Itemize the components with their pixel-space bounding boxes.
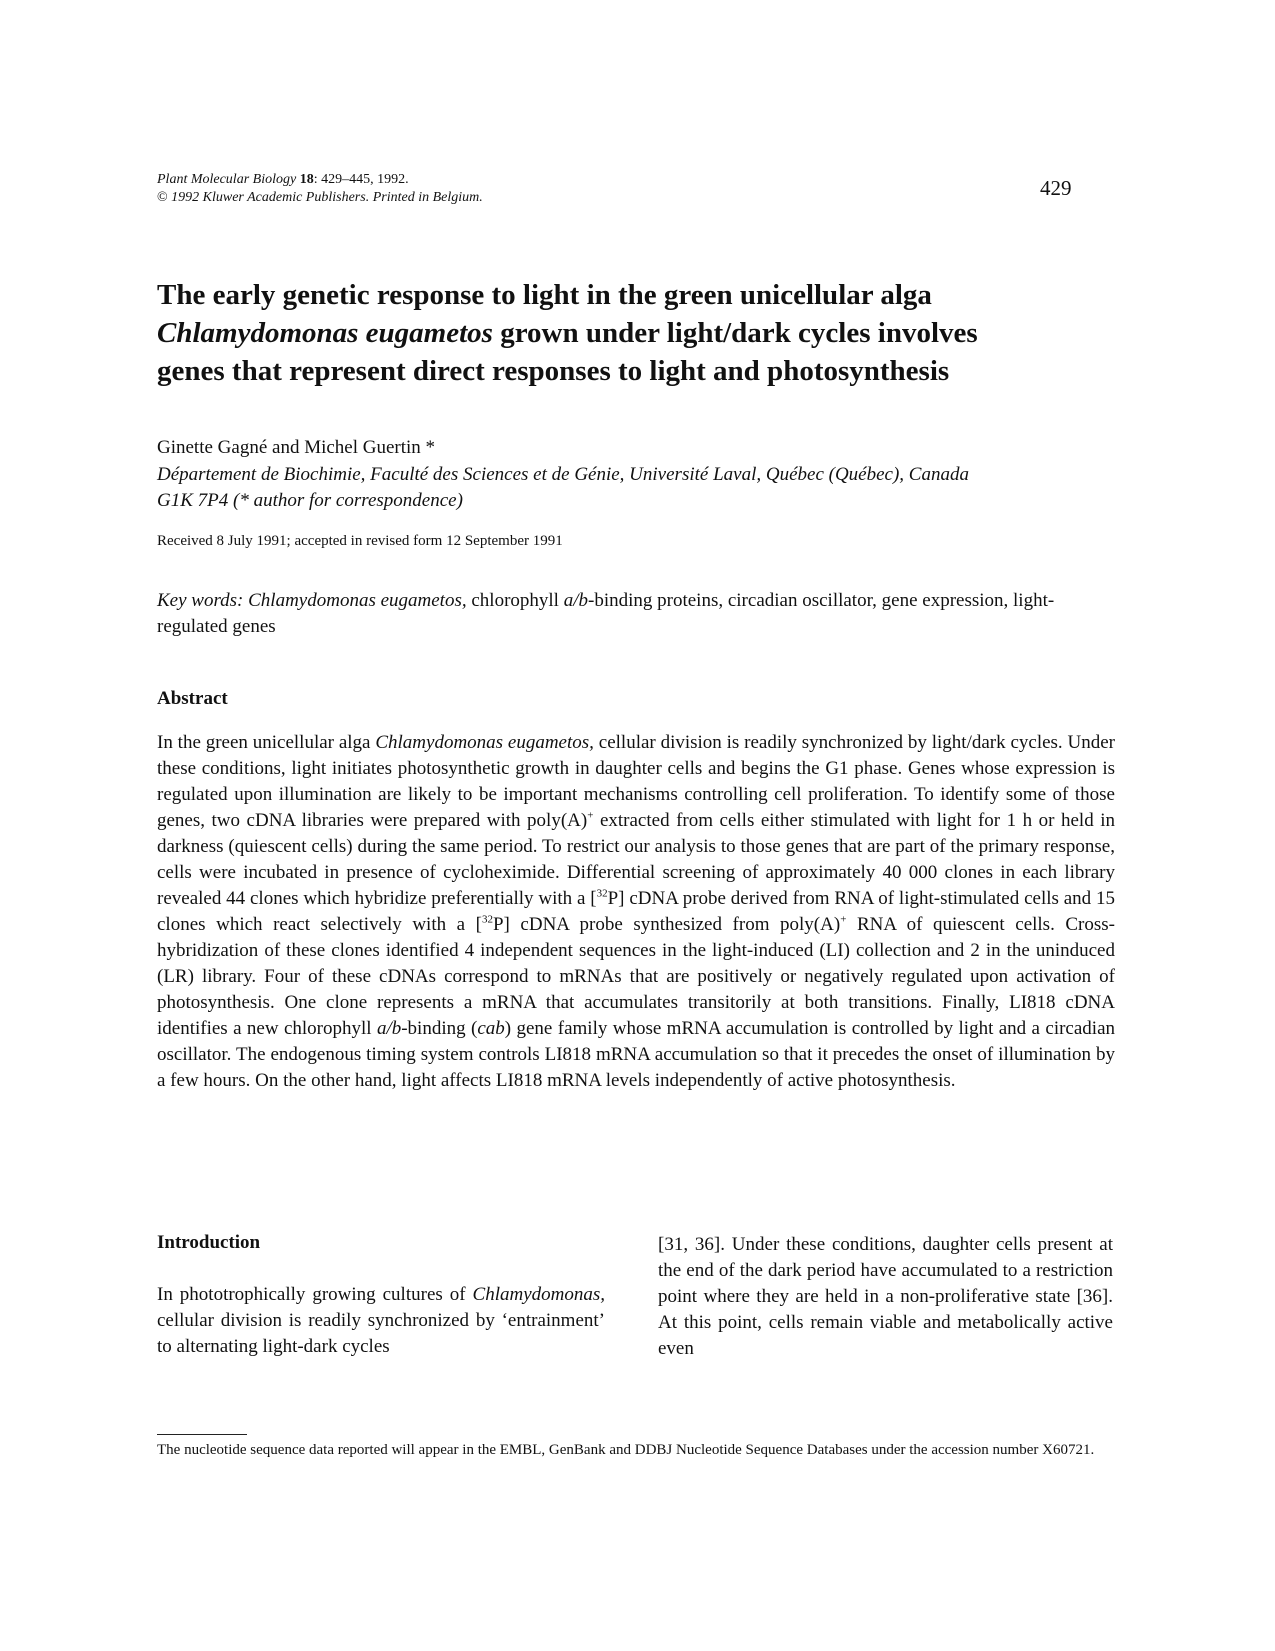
- authors: Ginette Gagné and Michel Guertin *: [157, 437, 436, 458]
- title-line-1: The early genetic response to light in the green unicellular alga: [157, 279, 932, 311]
- intro-text: In phototrophically growing cultures of: [157, 1284, 473, 1305]
- journal-volume: 18: [299, 172, 314, 187]
- journal-citation: [157, 171, 483, 207]
- title-line-2: [157, 314, 1137, 352]
- title-line-3: genes that represent direct responses to light and photosynthesis: [157, 355, 950, 387]
- abstract-species: Chlamydomonas eugametos,: [375, 732, 594, 753]
- journal-pages-year: : 429–445, 1992.: [313, 172, 409, 187]
- abstract-body: [157, 730, 1115, 1094]
- title-species: Chlamydomonas eugametos: [157, 317, 493, 349]
- keywords-label: Key words:: [157, 590, 244, 611]
- page-number: 429: [1040, 176, 1072, 200]
- keywords-ab: a/b: [563, 590, 588, 611]
- abstract-text: extracted from cells either stimulated with light for 1 h or held in darkness (quiescent cells) during the same period. To restrict our analysis to those genes that are part of the primary response, cells were incubated in presence of cycloheximide. Differential screening of approximately 40 000 clones in each library revealed 44 clones which hybridize preferentially with a [: [157, 810, 1115, 909]
- abstract-text: ) gene family whose mRNA accumulation is controlled by light and a circadian oscillator. The endogenous timing system controls LI818 mRNA accumulation so that it precedes the onset of illumination by a few hours. On the other hand, light affects LI818 mRNA levels independently of active photosynthesis.: [157, 1018, 1116, 1091]
- copyright-line: [157, 189, 483, 207]
- journal-name: Plant Molecular Biology: [157, 172, 297, 187]
- received-date: Received 8 July 1991; accepted in revised form 12 September 1991: [157, 533, 563, 549]
- abstract-text: P] cDNA probe derived from RNA of light-stimulated cells and 15 clones which react selectively with a [: [157, 888, 1115, 935]
- abstract-text: In the green unicellular alga: [157, 732, 376, 753]
- copyright-text: 1992 Kluwer Academic Publishers. Printed in Belgium.: [171, 190, 483, 205]
- abstract-heading: Abstract: [157, 688, 228, 709]
- introduction-right-column: [31, 36]. Under these conditions, daughter cells present at the end of the dark period have accumulated to a restriction point where they are held in a non-proliferative state [36]. At this point, cells remain viable and metabolically active even: [658, 1234, 1113, 1359]
- title-line-2-rest: grown under light/dark cycles involves: [492, 317, 978, 349]
- journal-line: [157, 171, 483, 189]
- affiliation: [157, 462, 1117, 514]
- introduction-left-column: [157, 1282, 605, 1360]
- abstract-cab: cab: [477, 1018, 505, 1039]
- superscript-isotope: 32: [481, 913, 493, 926]
- keywords-text-1: chlorophyll: [466, 590, 564, 611]
- abstract-text: cellular division is readily synchronized by light/dark cycles. Under these conditions, light initiates photosynthetic growth in daughter cells and begins the G1 phase. Genes whose expression is regulated upon illumination are likely to be important mechanisms controlling cell proliferation. To identify some of those genes, two cDNA libraries were prepared with poly(A): [157, 732, 1116, 831]
- superscript-plus: +: [840, 913, 847, 926]
- abstract-ab: a/b: [376, 1018, 402, 1039]
- keywords-text-2: -binding proteins, circadian oscillator, gene expression, light-regulated genes: [157, 590, 1055, 637]
- footnote-divider: [157, 1434, 247, 1435]
- abstract-text: P] cDNA probe synthesized from poly(A): [492, 914, 841, 935]
- copyright-symbol: ©: [157, 190, 168, 205]
- introduction-heading: Introduction: [157, 1232, 261, 1253]
- intro-species: Chlamydomonas,: [472, 1284, 605, 1305]
- intro-text: cellular division is readily synchronized by ‘entrainment’ to alternating light-dark cycles: [157, 1310, 605, 1357]
- keywords: [157, 588, 1087, 640]
- paper-title: [157, 276, 1137, 390]
- keywords-species: Chlamydomonas eugametos,: [248, 590, 467, 611]
- affiliation-line-1: Département de Biochimie, Faculté des Sciences et de Génie, Université Laval, Québec (Québec), Canada: [157, 464, 969, 485]
- footnote: The nucleotide sequence data reported will appear in the EMBL, GenBank and DDBJ Nucleotide Sequence Databases under the accession number X60721.: [157, 1442, 1095, 1458]
- affiliation-line-2: G1K 7P4 (* author for correspondence): [157, 490, 463, 511]
- abstract-text: RNA of quiescent cells. Cross-hybridization of these clones identified 4 independent sequences in the light-induced (LI) collection and 2 in the uninduced (LR) library. Four of these cDNAs correspond to mRNAs that are positively or negatively regulated upon activation of photosynthesis. One clone represents a mRNA that accumulates transitorily at both transitions. Finally, LI818 cDNA identifies a new chlorophyll: [157, 914, 1115, 1039]
- superscript-plus: +: [587, 809, 594, 822]
- abstract-text: -binding (: [401, 1018, 478, 1039]
- superscript-isotope: 32: [596, 887, 608, 900]
